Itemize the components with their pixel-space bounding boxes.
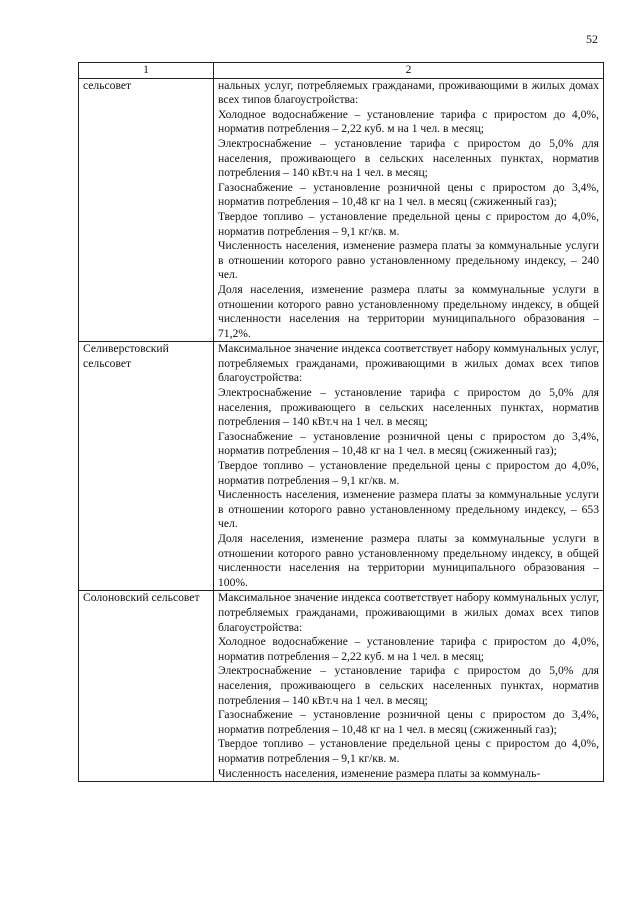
table-row [79, 342, 604, 591]
data-table [78, 62, 604, 782]
table-row [79, 78, 604, 342]
description-paragraph: Максимальное значение индекса соответствует набору коммунальных услуг, потребляемых гражданами, проживающими в жилых домах всех типов благоустройства: [218, 591, 599, 634]
description-paragraph: Доля населения, изменение размера платы за коммунальные услуги в отношении которого равно установленному предельному индексу, в общей численности населения на территории муниципального образования – 71,2%. [218, 282, 599, 340]
index-description [214, 342, 604, 591]
description-paragraph: Численность населения, изменение размера платы за коммунальные услуги в отношении которого равно установленному предельному индексу, – 240 чел. [218, 239, 599, 282]
description-paragraph: Доля населения, изменение размера платы за коммунальные услуги в отношении которого равно установленному предельному индексу, в общей численности населения на территории муниципального образования – 100%. [218, 532, 599, 589]
table-row [79, 591, 604, 782]
description-paragraph: Максимальное значение индекса соответствует набору коммунальных услуг, потребляемых гражданами, проживающими в жилых домах всех типов благоустройства: [218, 342, 599, 385]
description-paragraph: Газоснабжение – установление розничной цены с приростом до 3,4%, норматив потребления – 10,48 кг на 1 чел. в месяц (сжиженный газ); [218, 180, 599, 209]
municipality-name: Селиверстовский сельсовет [79, 342, 214, 591]
header-row [79, 63, 604, 79]
page-number: 52 [586, 32, 598, 46]
description-paragraph: Холодное водоснабжение – установление тарифа с приростом до 4,0%, норматив потребления – 2,22 куб. м на 1 чел. в месяц; [218, 107, 599, 136]
description-paragraph: Твердое топливо – установление предельной цены с приростом до 4,0%, норматив потребления – 9,1 кг/кв. м. [218, 737, 599, 765]
description-paragraph: Электроснабжение – установление тарифа с приростом до 5,0% для населения, проживающего в сельских населенных пунктах, норматив потребления – 140 кВт.ч на 1 чел. в месяц; [218, 386, 599, 429]
description-paragraph: Твердое топливо – установление предельной цены с приростом до 4,0%, норматив потребления – 9,1 кг/кв. м. [218, 209, 599, 238]
column-header-1: 1 [79, 63, 214, 79]
index-description [214, 591, 604, 782]
municipality-name: Солоновский сельсовет [79, 591, 214, 782]
description-paragraph: Электроснабжение – установление тарифа с приростом до 5,0% для населения, проживающего в сельских населенных пунктах, норматив потребления – 140 кВт.ч на 1 чел. в месяц; [218, 136, 599, 180]
description-paragraph: Численность населения, изменение размера платы за коммунальные услуги в отношении которого равно установленному предельному индексу, – 653 чел. [218, 488, 599, 531]
column-header-2: 2 [214, 63, 604, 79]
description-paragraph: Электроснабжение – установление тарифа с приростом до 5,0% для населения, проживающего в сельских населенных пунктах, норматив потребления – 140 кВт.ч на 1 чел. в месяц; [218, 664, 599, 707]
description-paragraph: Численность населения, изменение размера платы за коммуналь- [218, 766, 541, 780]
description-paragraph: Холодное водоснабжение – установление тарифа с приростом до 4,0%, норматив потребления – 2,22 куб. м на 1 чел. в месяц; [218, 635, 599, 663]
description-paragraph: нальных услуг, потребляемых гражданами, проживающими в жилых домах всех типов благоустройства: [218, 78, 599, 107]
municipality-name: сельсовет [79, 78, 214, 342]
description-paragraph: Газоснабжение – установление розничной цены с приростом до 3,4%, норматив потребления – 10,48 кг на 1 чел. в месяц (сжиженный газ); [218, 708, 599, 736]
description-paragraph: Газоснабжение – установление розничной цены с приростом до 3,4%, норматив потребления – 10,48 кг на 1 чел. в месяц (сжиженный газ); [218, 429, 599, 458]
description-paragraph: Твердое топливо – установление предельной цены с приростом до 4,0%, норматив потребления – 9,1 кг/кв. м. [218, 459, 599, 487]
index-description [214, 78, 604, 342]
